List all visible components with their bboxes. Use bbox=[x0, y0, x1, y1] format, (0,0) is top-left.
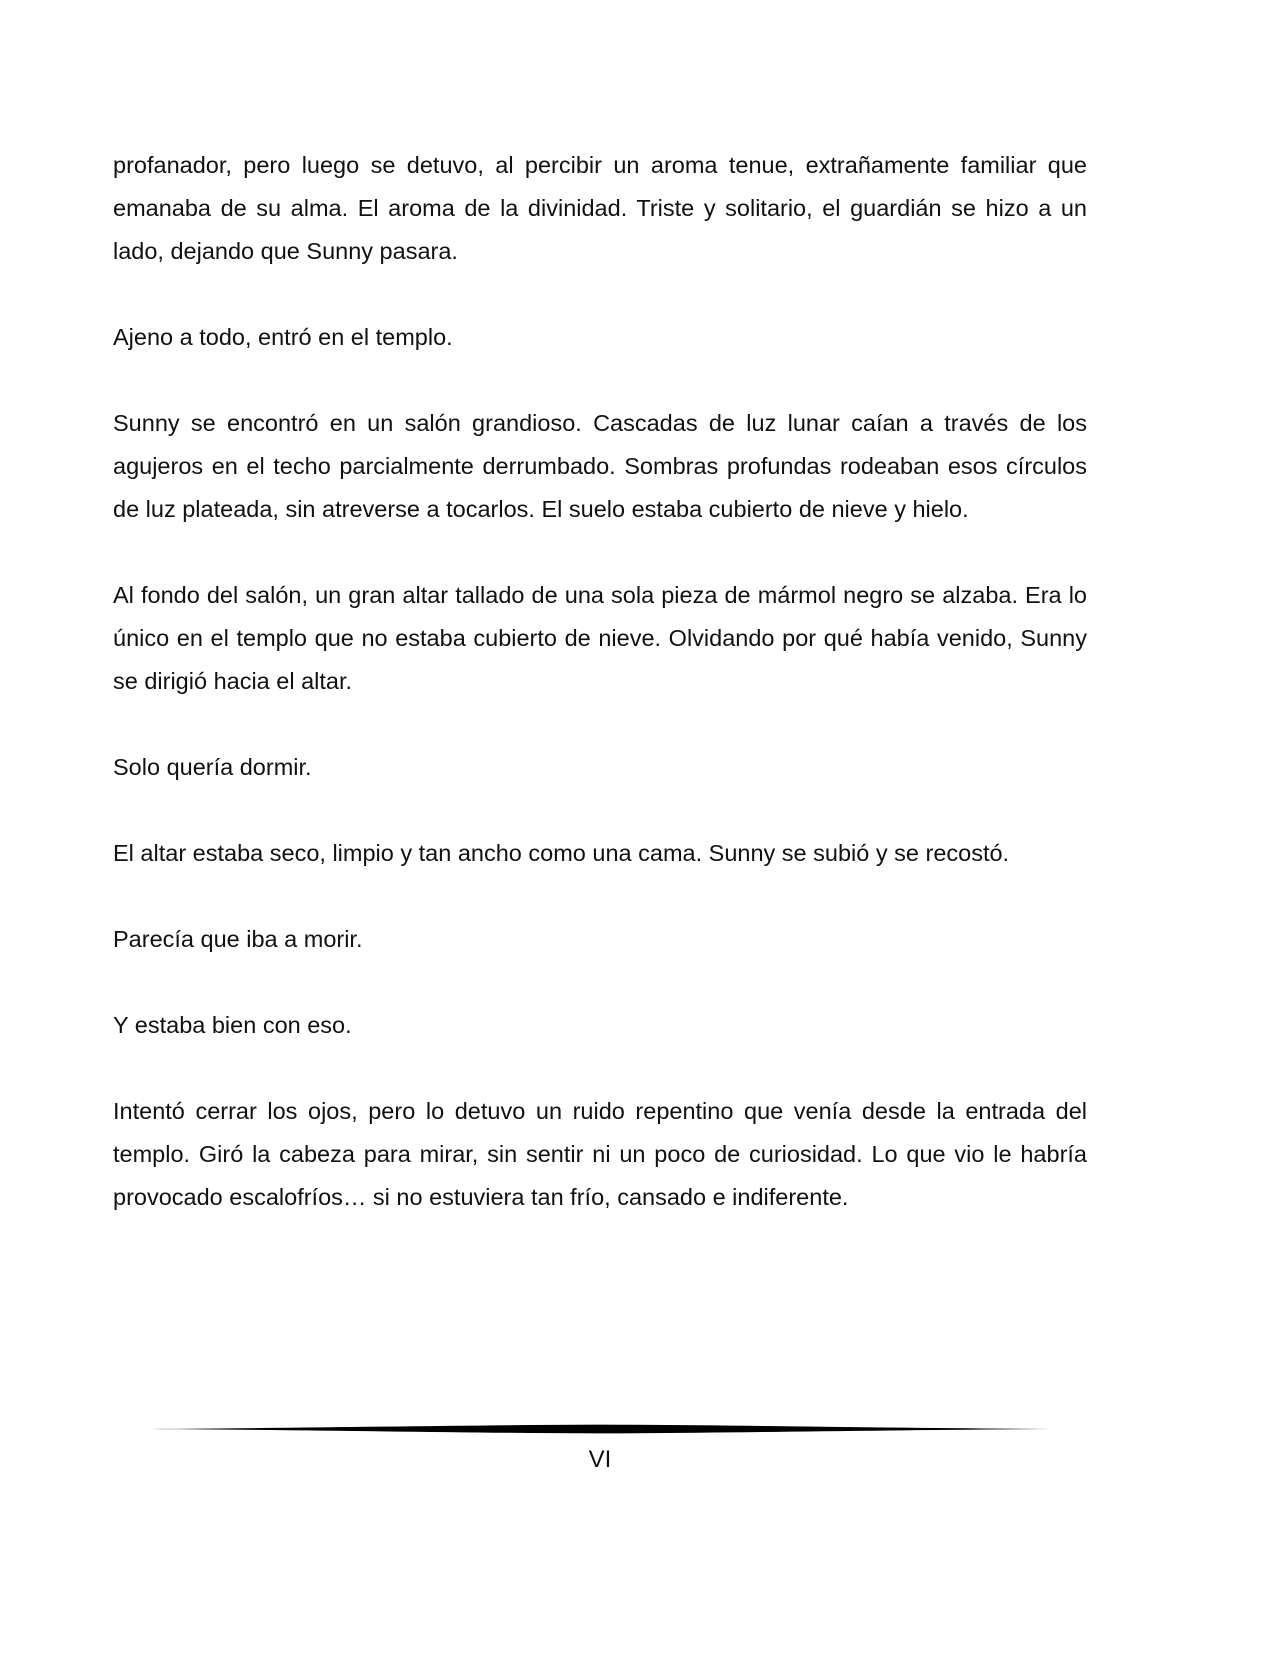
paragraph-9: Intentó cerrar los ojos, pero lo detuvo un ruido repentino que venía desde la entrada del templo. Giró la cabeza para mirar, sin sentir ni un poco de curiosidad. Lo que vio le habría provocado escalofríos… si no estuviera tan frío, cansado e indiferente. bbox=[113, 1098, 1087, 1210]
footer-divider bbox=[150, 1422, 1050, 1436]
page-body bbox=[113, 144, 1087, 1262]
paragraph-8: Y estaba bien con eso. bbox=[113, 1012, 352, 1038]
paragraph-5: Solo quería dormir. bbox=[113, 754, 312, 780]
paragraph-4: Al fondo del salón, un gran altar tallado de una sola pieza de mármol negro se alzaba. Era lo único en el templo que no estaba cubierto de nieve. Olvidando por qué había venido, Sunny se dirigió hacia el altar. bbox=[113, 582, 1087, 694]
paragraph-1: profanador, pero luego se detuvo, al percibir un aroma tenue, extrañamente familiar que emanaba de su alma. El aroma de la divinidad. Triste y solitario, el guardián se hizo a un lado, dejando que Sunny pasara. bbox=[113, 152, 1087, 264]
page-number: VI bbox=[588, 1446, 612, 1473]
paragraph-6: El altar estaba seco, limpio y tan ancho como una cama. Sunny se subió y se recostó. bbox=[113, 840, 1010, 866]
footer-divider-stroke bbox=[150, 1425, 1050, 1434]
paragraph-3: Sunny se encontró en un salón grandioso. Cascadas de luz lunar caían a través de los agujeros en el techo parcialmente derrumbado. Sombras profundas rodeaban esos círculos de luz plateada, sin atreverse a tocarlos. El suelo estaba cubierto de nieve y hielo. bbox=[113, 410, 1087, 522]
paragraph-2: Ajeno a todo, entró en el templo. bbox=[113, 324, 453, 350]
paragraph-7: Parecía que iba a morir. bbox=[113, 926, 363, 952]
